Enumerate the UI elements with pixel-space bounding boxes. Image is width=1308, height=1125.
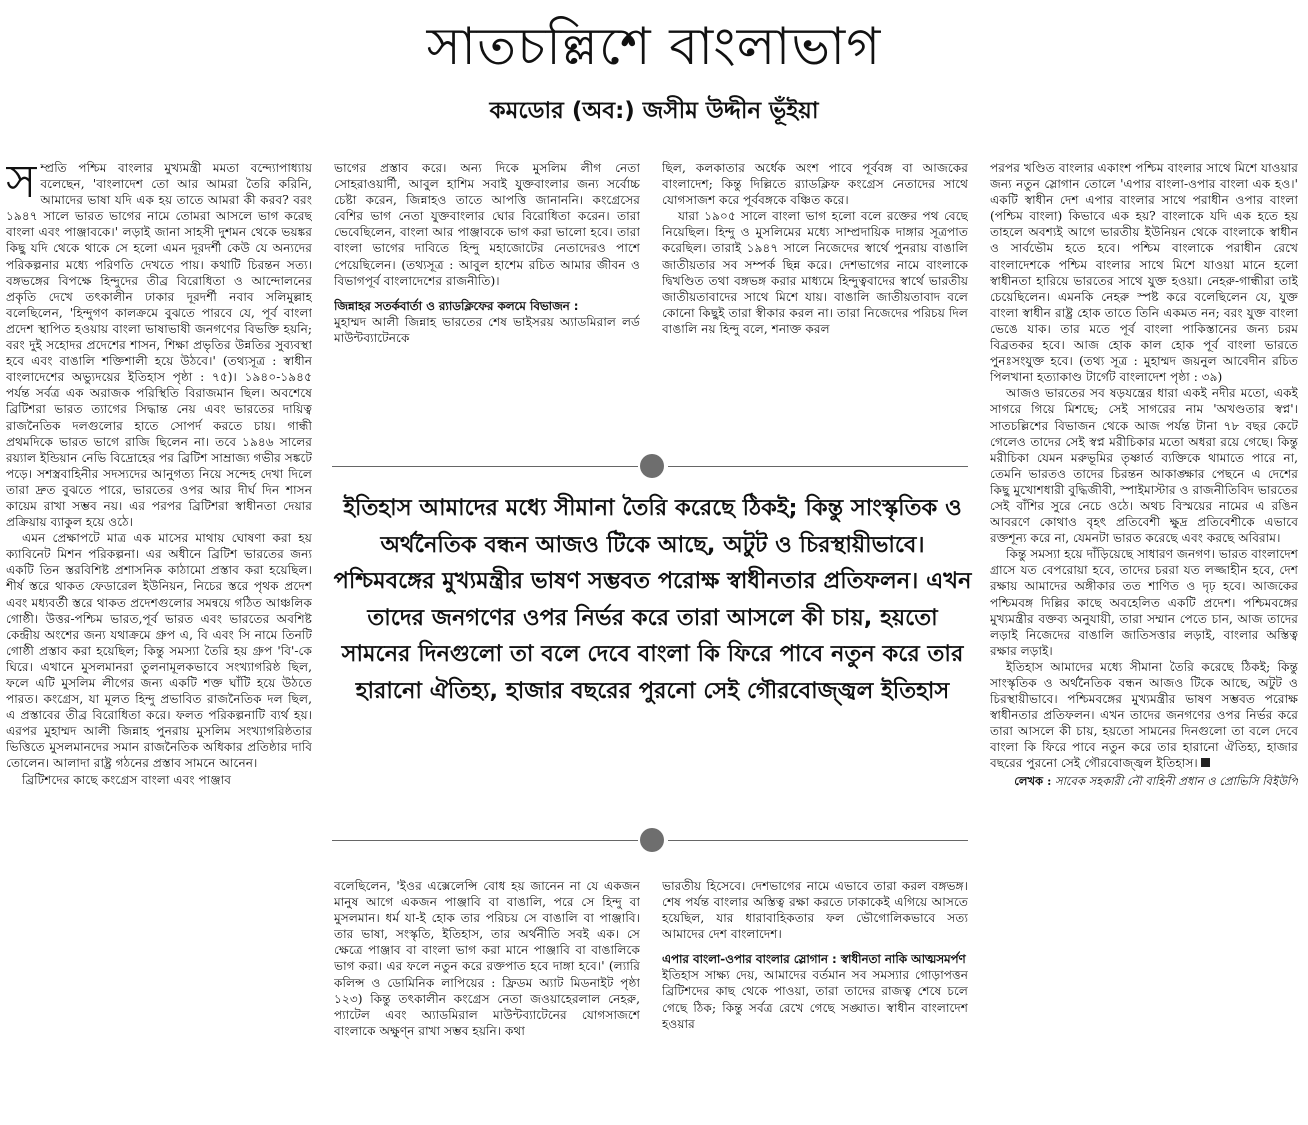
section-heading: এপার বাংলা-ওপার বাংলার স্লোগান : স্বাধীনতা নাকি আত্মসমর্পণ (662, 952, 966, 967)
article-paragraph: ব্রিটিশদের কাছে কংগ্রেস বাংলা এবং পাঞ্জাব (22, 772, 232, 787)
divider-dot-icon (640, 828, 664, 852)
article-paragraph: সম্প্রতি পশ্চিম বাংলার মুখ্যমন্ত্রী মমতা বন্দ্যোপাধ্যায় বলেছেন, 'বাংলাদেশ তো আর আমরা তৈরি করিনি, আমাদের ভাষা যদি এক হয় তাতে আমরা কী করব? বরং ১৯৪৭ সালে ভারত ভাগের নামে তোমরা আসলে ভাগ করেছ বাংলা এবং পাঞ্জাবকে।' লড়াই জানা সাহসী দুশমন থেকে ভয়ঙ্কর কিছু যদি থেকে থাকে সে হলো এমন দূরদর্শী কেউ যে অন্যদের পরিকল্পনার মধ্যে পরিণতি দেখতে পায়। কথাটি চিরন্তন সত্য। বঙ্গভঙ্গের বিপক্ষে হিন্দুদের তীব্র বিরোধিতা ও আন্দোলনের প্রকৃতি দেখে তৎকালীন ঢাকার দূরদর্শী নবাব সলিমুল্লাহ বলেছিলেন, 'হিন্দুগণ কালক্রমে বুঝতে পারবে যে, পূর্ব বাংলা প্রদেশ স্থাপিত হওয়ায় বাংলা ভাষাভাষী জনগণের বিভক্তি হয়নি; বরং দুই সহোদর প্রদেশের শাসন, শিক্ষা প্রভৃতির উন্নতির সুব্যবস্থা হবে এবং বাঙালি শক্তিশালী হয়ে উঠবে।' (তথ্যসূত্র : স্বাধীন বাংলাদেশের অভ্যুদয়ের ইতিহাস পৃষ্ঠা : ৭৫)। ১৯৪০-১৯৪৫ পর্যন্ত সর্বত্র এক অরাজক পরিস্থিতি বিরাজমান ছিল। অবশেষে ব্রিটিশরা ভারত ত্যাগের সিদ্ধান্ত নেয় এবং ভারতের দায়িত্ব রাজনৈতিক দলগুলোর হাতে সোপর্দ করতে চায়। গান্ধী প্রথমদিকে ভারত ভাগে রাজি ছিলেন না। তবে ১৯৪৬ সালের রয়্যাল ইন্ডিয়ান নেভি বিদ্রোহের পর ব্রিটিশ সাম্রাজ্য গভীর সঙ্কটে পড়ে। সশস্ত্রবাহিনীর সদস্যদের আনুগত্য নিয়ে সন্দেহ দেখা দিলে তারা দ্রুত বুঝতে পারে, ভারতের ওপর আর দীর্ঘ দিন শাসন কায়েম রাখা সম্ভব নয়। এর পরপর ব্রিটিশরা স্বাধীনতা দেয়ার প্রক্রিয়ায় ব্যাকুল হয়ে ওঠে। (6, 160, 312, 530)
section-heading: জিন্নাহর সতর্কবার্তা ও র‌্যাডক্লিফের কলমে বিভাজন : (334, 298, 579, 313)
pull-quote: ইতিহাস আমাদের মধ্যে সীমানা তৈরি করেছে ঠিকই; কিন্তু সাংস্কৃতিক ও অর্থনৈতিক বন্ধন আজও টিকে আছে, অটুট ও চিরস্থায়ীভাবে। পশ্চিমবঙ্গের মুখ্যমন্ত্রীর ভাষণ সম্ভবত পরোক্ষ স্বাধীনতার প্রতিফলন। এখন তাদের জনগণের ওপর নির্ভর করে তারা আসলে কী চায়, হয়তো সামনের দিনগুলো তা বলে দেবে বাংলা কি ফিরে পাবে নতুন করে তার হারানো ঐতিহ্য, হাজার বছরের পুরনো সেই গৌরবোজ্জ্বল ইতিহাস (333, 495, 972, 704)
divider-dot-icon (640, 454, 664, 478)
drop-cap: স (6, 160, 37, 208)
article-paragraph: ভাগের প্রস্তাব করে। অন্য দিকে মুসলিম লীগ নেতা সোহরাওয়ার্দী, আবুল হাশিম সবাই যুক্তবাংলার জন্য সর্বোচ্চ চেষ্টা করেন, জিন্নাহও তাতে আপত্তি জানাননি। কংগ্রেসের বেশির ভাগ নেতা যুক্তবাংলার ঘোর বিরোধিতা করেন। তারা ভেবেছিলেন, বাংলা আর পাঞ্জাবকে ভাগ করা ভালো হবে। তারা বাংলা ভাগের দাবিতে হিন্দু মহাজোটের নেতাদেরও পাশে পেয়েছিলেন। (তথ্যসূত্র : আবুল হাশেম রচিত আমার জীবন ও বিভাগপূর্ব বাংলাদেশের রাজনীতি)। (334, 161, 640, 288)
article-paragraph: কিন্তু সমস্যা হয়ে দাঁড়িয়েছে সাধারণ জনগণ। ভারত বাংলাদেশ গ্রাসে যত বেপরোয়া হবে, তাদের চররা যত লজ্জাহীন হবে, দেশ রক্ষায় আমাদের অঙ্গীকার তত শাণিত ও দৃঢ় হবে। আজকের পশ্চিমবঙ্গ দিল্লির কাছে অবহেলিত একটি প্রদেশ। পশ্চিমবঙ্গের মুখ্যমন্ত্রীর বক্তব্য অনুযায়ী, তারা সম্মান পেতে চান, আজ তাদের লড়াই নিজেদের বাঙালি জাতিসত্তার লড়াই, বাংলার অস্তিত্ব রক্ষার লড়াই। (990, 547, 1298, 658)
headline: সাতচল্লিশে বাংলাভাগ (426, 17, 882, 77)
article-paragraph: পরপর খণ্ডিত বাংলার একাংশ পশ্চিম বাংলার সাথে মিশে যাওয়ার জন্য নতুন স্লোগান তোলে 'এপার বাংলা-ওপার বাংলা এক হও।' একটি স্বাধীন দেশ এপার বাংলার সাথে পরাধীন ওপার বাংলা (পশ্চিম বাংলা) কিভাবে এক হয়? বাংলাকে যদি এক হতে হয় তাহলে অবশ্যই আগে ভারতীয় ইউনিয়ন থেকে বাংলাকে স্বাধীন ও সার্বভৌম হতে হবে। পশ্চিম বাংলাকে পরাধীন রেখে বাংলাদেশকে পশ্চিম বাংলার সাথে মিশে যাওয়া মানে হলো স্বাধীনতা হারিয়ে ভারতের সাথে যুক্ত হওয়া। নেহরু-গান্ধীরা তাই চেয়েছিলেন। এমনকি নেহরু স্পষ্ট করে বলেছিলেন যে, যুক্ত বাংলা স্বাধীন রাষ্ট্র হোক তাতে তিনি একমত নন; বরং যুক্ত বাংলা ভেঙে যাক। তার মতে পূর্ব বাংলা পাকিস্তানের জন্য চরম বিব্রতকর হবে। আজ হোক কাল হোক পূর্ব বাংলা ভারতে পুনঃসংযুক্ত হবে। (তথ্য সূত্র : মুহাম্মদ জয়নুল আবেদীন রচিত পিলখানা হত্যাকাণ্ড টার্গেট বাংলাদেশ পৃষ্ঠা : ৩৯) (990, 161, 1298, 385)
article-paragraph: ভারতীয় হিসেবে। দেশভাগের নামে এভাবে তারা করল বঙ্গভঙ্গ। শেষ পর্যন্ত বাংলার অস্তিত্ব রক্ষা করতে ঢাকাকেই এগিয়ে আসতে হয়েছিল, যার ধারাবাহিকতার ফল ভৌগোলিকভাবে সত্য আমাদের দেশ বাংলাদেশ। (662, 879, 968, 942)
article-paragraph: মুহাম্মদ আলী জিন্নাহ ভারতের শেষ ভাইসরয় অ্যাডমিরাল লর্ড মাউন্টব্যাটেনকে (334, 314, 640, 345)
divider-line (668, 466, 968, 467)
byline: কমডোর (অব:) জসীম উদ্দীন ভূঁইয়া (489, 98, 819, 124)
article-paragraph: এমন প্রেক্ষাপটে মাত্র এক মাসের মাথায় ঘোষণা করা হয় ক্যাবিনেট মিশন পরিকল্পনা। এর অধীনে ব্রিটিশ ভারতের জন্য একটি তিন স্তরবিশিষ্ট প্রশাসনিক কাঠামো প্রস্তাব করা হয়েছিল। শীর্ষ স্তরে থাকত ফেডারেল ইউনিয়ন, নিচের স্তরে পৃথক প্রদেশ এবং মধ্যবর্তী স্তরে থাকত প্রদেশগুলোর সমন্বয়ে গঠিত আঞ্চলিক গোষ্ঠী। উত্তর-পশ্চিম ভারত,পূর্ব ভারত এবং ভারতের অবশিষ্ট কেন্দ্রীয় অংশের জন্য যথাক্রমে গ্রুপ এ, বি এবং সি নামে তিনটি গোষ্ঠী প্রস্তাব করা হয়েছিল; কিন্তু সমস্যা তৈরি হয় গ্রুপ 'বি'-কে ঘিরে। এখানে মুসলমানরা তুলনামূলকভাবে সংখ্যাগরিষ্ঠ ছিল, ফলে এটি মুসলিম লীগের জন্য একটি শক্ত ঘাঁটি হয়ে উঠতে পারত। কংগ্রেস, যা মূলত হিন্দু প্রভাবিত রাজনৈতিক দল ছিল, এ প্রস্তাবের তীব্র বিরোধিতা করে। ফলত পরিকল্পনাটি ব্যর্থ হয়। এরপর মুহাম্মদ আলী জিন্নাহ পুনরায় মুসলিম সংখ্যাগরিষ্ঠতার ভিত্তিতে মুসলমানদের সমান রাজনৈতিক অধিকার প্রতিষ্ঠার দাবি তোলেন। আলাদা রাষ্ট্র গঠনের প্রস্তাব সামনে আনেন। (6, 531, 312, 771)
article-paragraph: ইতিহাস সাক্ষ্য দেয়, আমাদের বর্তমান সব সমস্যার গোড়াপত্তন ব্রিটিশদের কাছ থেকে পাওয়া, তারা তাদের রাজত্ব শেষে চলে গেছে ঠিক; কিন্তু সর্বত্র রেখে গেছে সঙ্ঘাত। স্বাধীন বাংলাদেশ হওয়ার (662, 968, 968, 1031)
article-paragraph: ইতিহাস আমাদের মধ্যে সীমানা তৈরি করেছে ঠিকই; কিন্তু সাংস্কৃতিক ও অর্থনৈতিক বন্ধন আজও টিকে আছে, অটুট ও চিরস্থায়ীভাবে। পশ্চিমবঙ্গের মুখ্যমন্ত্রীর ভাষণ সম্ভবত পরোক্ষ স্বাধীনতার প্রতিফলন। এখন তাদের জনগণের ওপর নির্ভর করে তারা আসলে কী চায়, হয়তো সামনের দিনগুলো তা বলে দেবে বাংলা কি ফিরে পাবে নতুন করে তার হারানো ঐতিহ্য, হাজার বছরের পুরনো সেই গৌরবোজ্জ্বল ইতিহাস। (990, 659, 1298, 771)
author-credit: লেখক : সাবেক সহকারী নৌ বাহিনী প্রধান ও প্রোভিসি বিইউপি (1014, 773, 1298, 788)
article-paragraph: আজও ভারতের সব ষড়যন্ত্রের ধারা একই নদীর মতো, একই সাগরে গিয়ে মিশছে; সেই সাগরের নাম 'অখণ্ডতার স্বপ্ন'। সাতচল্লিশের বিভাজন থেকে আজ পর্যন্ত টানা ৭৮ বছর কেটে গেলেও তাদের সেই স্বপ্ন মরীচিকার মতো অধরা রয়ে গেছে। কিন্তু মরীচিকা যেমন মরুভূমির তৃষ্ণার্ত ব্যক্তিকে থামাতে পারে না, তেমনি ভারতও তাদের চিরন্তন আকাঙ্ক্ষার পেছনে এ দেশের কিছু মুখোশধারী বুদ্ধিজীবী, স্পাইমাস্টার ও রাজনীতিবিদ ভারতের সেই বাঁশির সুরে নেচে ওঠে। অথচ বিস্ময়ের নামের এ রঙিন আবরণে কোথাও বৃহৎ প্রতিবেশী ক্ষুদ্র প্রতিবেশীকে এভাবে রক্তশূন্য করে না, যেমনটা ভারত করেছে এবং করছে অবিরাম। (990, 386, 1298, 546)
article-paragraph: ছিল, কলকাতার অর্ধেক অংশ পাবে পূর্ববঙ্গ বা আজকের বাংলাদেশ; কিন্তু দিল্লিতে র‌্যাডক্লিফ কংগ্রেস নেতাদের সাথে যোগসাজশ করে পূর্ববঙ্গকে বঞ্চিত করে। (662, 161, 968, 208)
column-1 (6, 160, 312, 1120)
column-2-top (334, 160, 640, 428)
article-paragraph: যারা ১৯০৫ সালে বাংলা ভাগ হলো বলে রক্তের পথ বেছে নিয়েছিল। হিন্দু ও মুসলিমের মধ্যে সাম্প্রদায়িক দাঙ্গার সূত্রপাত করেছিল। তারাই ১৯৪৭ সালে নিজেদের স্বার্থে পুনরায় বাঙালি জাতীয়তার সব সম্পর্ক ছিন্ন করে। দেশভাগের নামে বাংলাকে দ্বিখণ্ডিত তথা বঙ্গভঙ্গ করার মাধ্যমে হিন্দুত্ববাদের স্বার্থে ভারতীয় জাতীয়তাবাদের সাথে মিশে যায়। বাঙালি জাতীয়তাবাদ বলে কোনো কিছুই তারা স্বীকার করল না। তারা নিজেদের পরিচয় দিল বাঙালি নয় হিন্দু বলে, শনাক্ত করল (662, 209, 968, 336)
column-2-bottom (334, 878, 640, 1120)
divider-line (332, 840, 638, 841)
article-paragraph: বলেছিলেন, 'ইওর এক্সেলেন্সি বোধ হয় জানেন না যে একজন মানুষ আগে একজন পাঞ্জাবি বা বাঙালি, পরে সে হিন্দু বা মুসলমান। ধর্ম যা-ই হোক তার পরিচয় সে বাঙালি বা পাঞ্জাবি। তার ভাষা, সংস্কৃতি, ইতিহাস, তার অর্থনীতি সবই এক। সে ক্ষেত্রে পাঞ্জাব বা বাংলা ভাগ করা মানে পাঞ্জাবি বা বাঙালিকে ভাগ করা। এর ফলে নতুন করে রক্তপাত হবে দাঙ্গা হবে।' (ল্যারি কলিন্স ও ডোমিনিক লাপিয়ের : ফ্রিডম অ্যাট মিডনাইট পৃষ্ঠা ১২৩) কিন্তু তৎকালীন কংগ্রেস নেতা জওয়াহেরলাল নেহরু, প্যাটেল এবং অ্যাডমিরাল মাউন্টব্যাটেনের যোগসাজশে বাংলাকে অক্ষুণ্ন রাখা সম্ভব হয়নি। কথা (334, 879, 640, 1038)
column-4 (990, 160, 1298, 1120)
end-mark-icon (1201, 758, 1210, 767)
column-3-top (662, 160, 968, 428)
divider-line (668, 840, 968, 841)
divider-line (332, 466, 638, 467)
column-3-bottom (662, 878, 968, 1120)
